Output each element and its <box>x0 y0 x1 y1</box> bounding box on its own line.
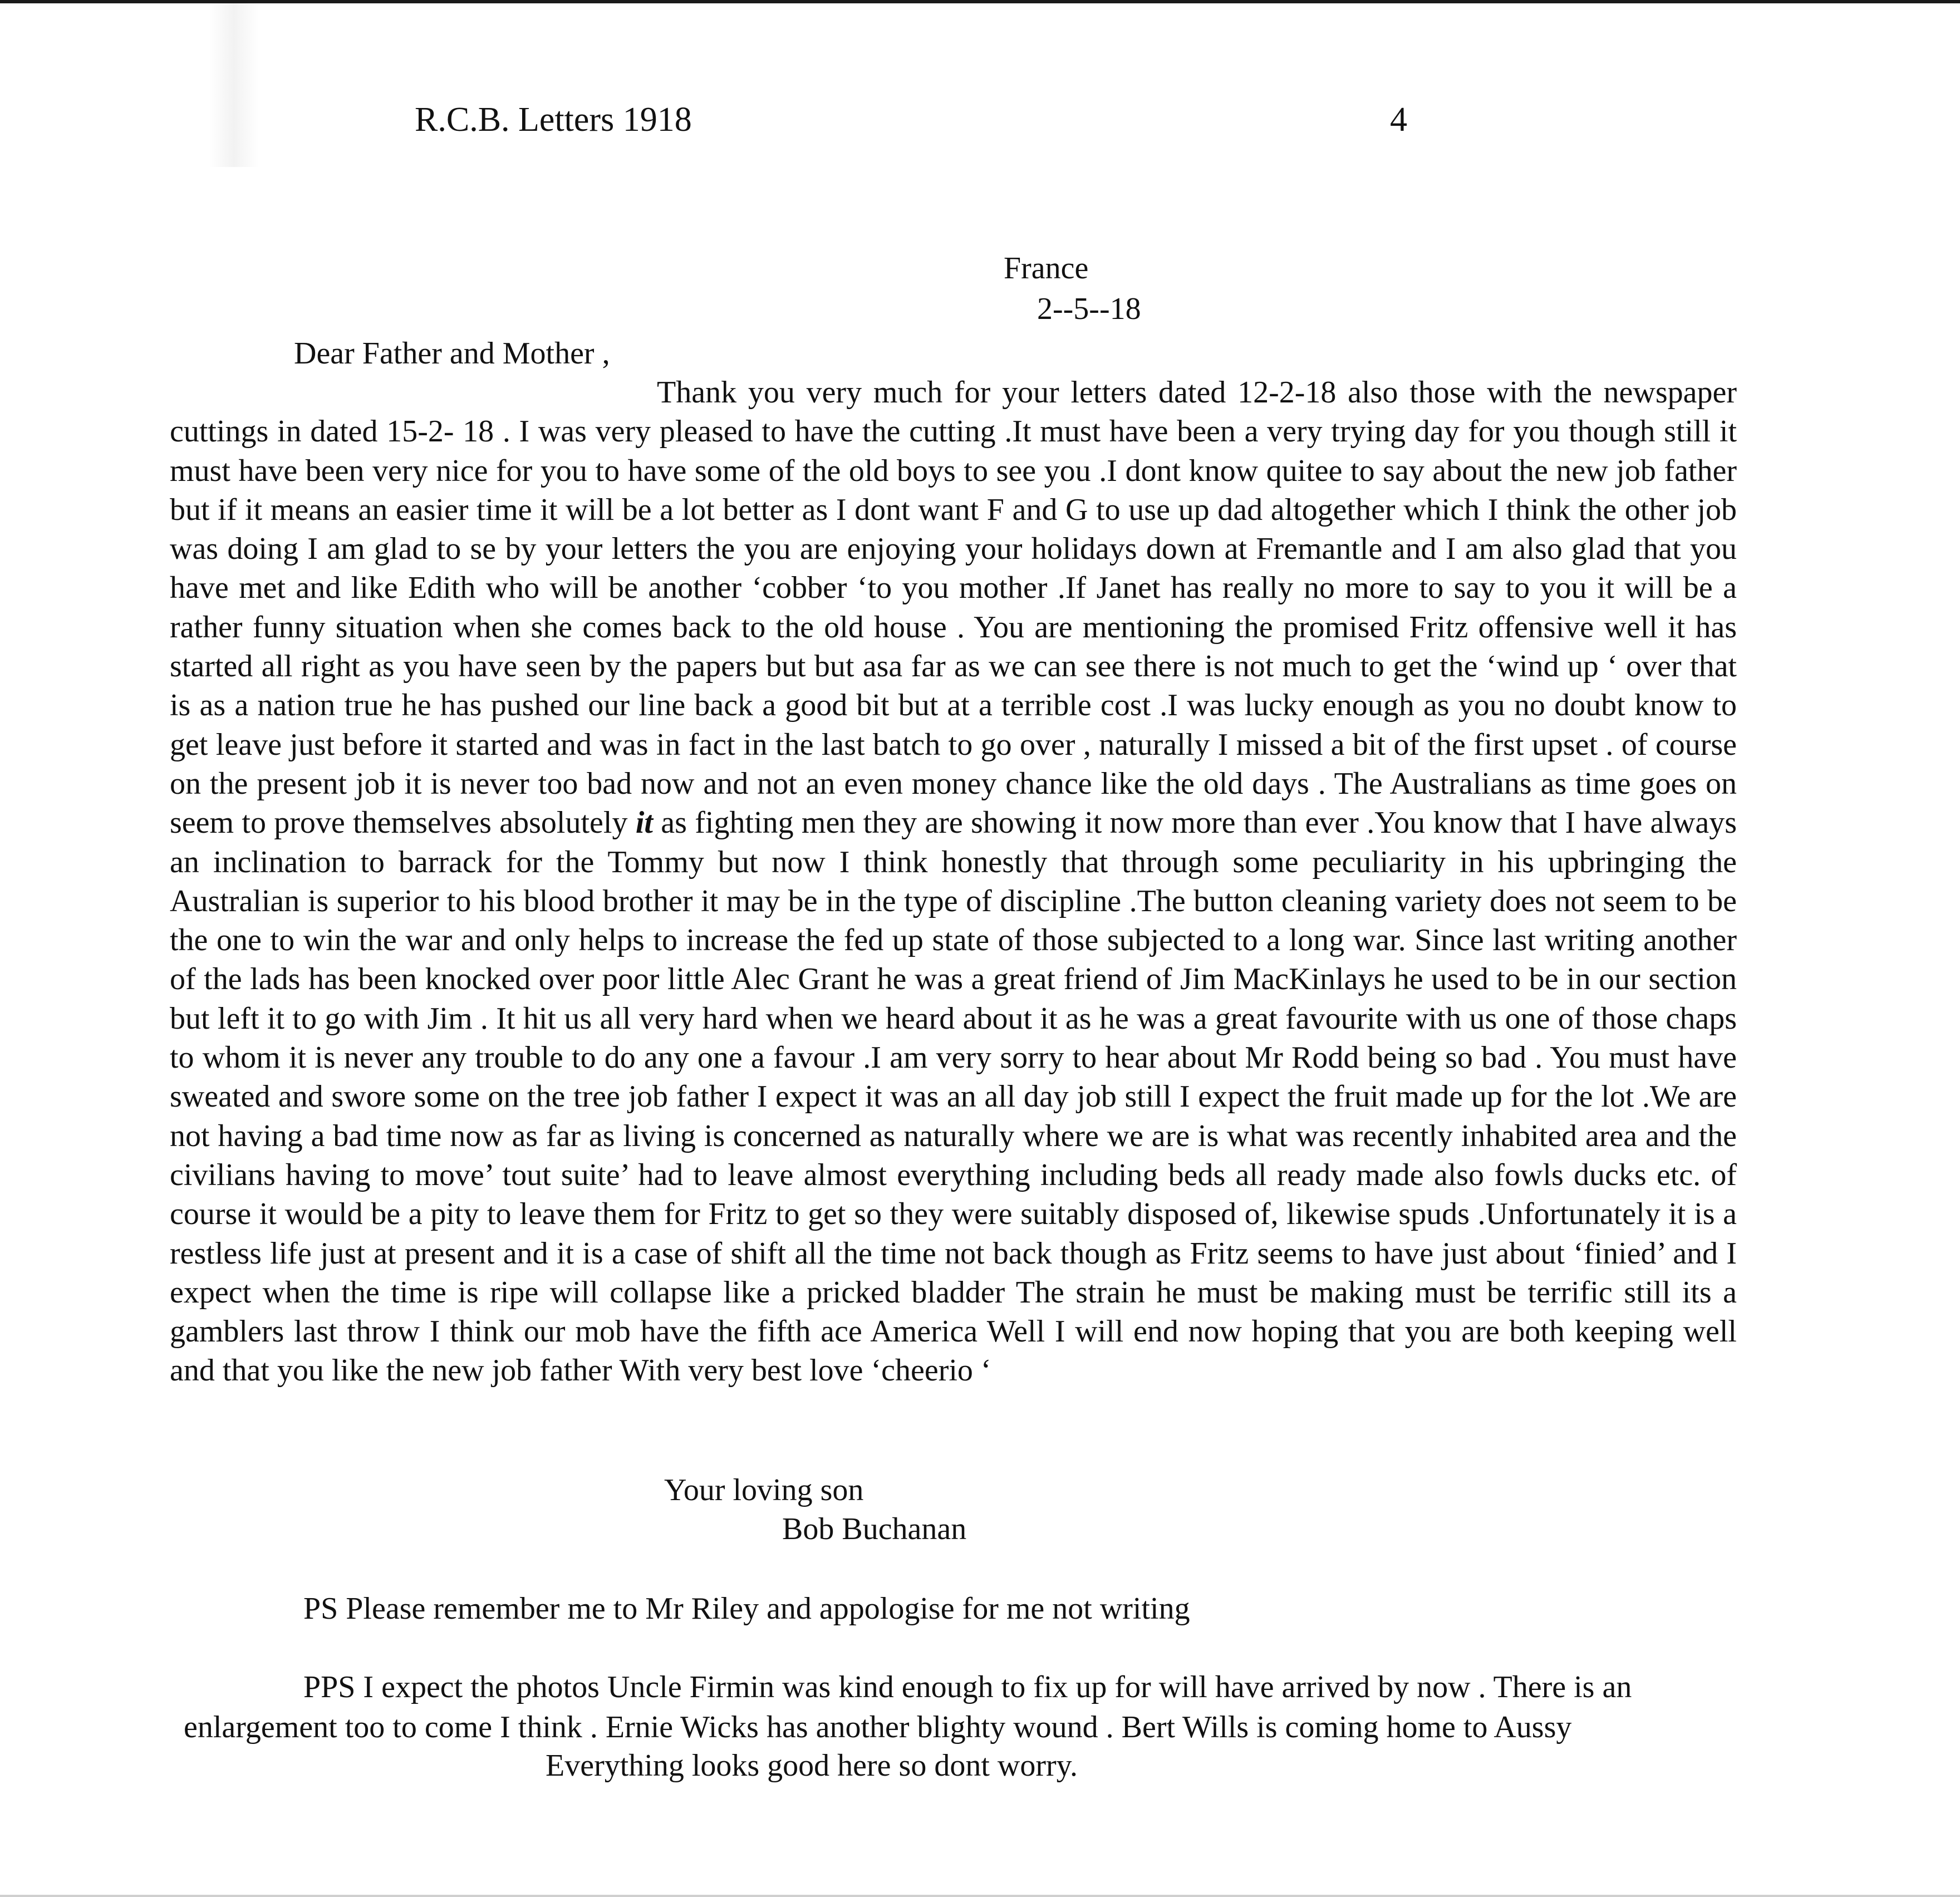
letter-body-emphasis: it <box>635 805 653 841</box>
letter-signature: Bob Buchanan <box>782 1512 967 1546</box>
letter-closing: Your loving son <box>664 1473 864 1507</box>
page-number: 4 <box>1390 101 1407 139</box>
letter-body-part-2: as fighting men they are showing it now more than ever .You know that I have always an inclination to barrack for the Tommy but now I think honestly that through some peculiarity in his upbringing the Australian is superior to his blood brother it may be in the type of discipline .The button cleaning variety does not seem to be the one to win the war and only helps to increase the fed up state of those subjected to a long war. Since last writing another of the lads has been knocked over poor little Alec Grant he was a great friend of Jim MacKinlays he used to be in our section but left it to go with Jim . It hit us all very hard when we heard about it as he was a great favourite with us one of those chaps to whom it is never any trouble to do any one a favour .I am very sorry to hear about Mr Rodd being so bad . You must have sweated and swore some on the tree job father I expect it was an all day job still I expect the fruit made up for the lot .We are not having a bad time now as far as living is concerned as naturally where we are is what was recently inhabited area and the civilians having to move’ tout suite’ had to leave almost everything including beds all ready made also fowls ducks etc. of course it would be a pity to leave them for Fritz to get so they were suitably disposed of, likewise spuds .Unfortunately it is a restless life just at present and it is a case of shift all the time not back though as Fritz seems to have just about ‘finied’ and I expect when the time is ripe will collapse like a pricked bladder The strain he must be making must be terrific still its a gamblers last throw I think our mob have the fifth ace America Well I will end now hoping that you are both keeping well and that you like the new job father With very best love ‘cheerio ‘ <box>170 805 1737 1388</box>
letter-date: 2--5--18 <box>1037 292 1141 326</box>
scan-edge-top <box>0 0 1960 3</box>
letter-postscript: PS Please remember me to Mr Riley and appologise for me not writing <box>303 1591 1190 1626</box>
letter-body-part-1: Thank you very much for your letters dated 12-2-18 also those with the newspaper cuttings in dated 15-2- 18 . I was very pleased to have the cutting .It must have been a very trying day for you though still it must have been very nice for you to have some of the old boys to see you .I dont know quitee to say about the new job father but if it means an easier time it will be a lot better as I dont want F and G to use up dad altogether which I think the other job was doing I am glad to se by your letters the you are enjoying your holidays down at Fremantle and I am also glad that you have met and like Edith who will be another ‘cobber ‘to you mother .If Janet has really no more to say to you it will be a rather funny situation when she comes back to the old house . You are mentioning the promised Fritz offensive well it has started all right as you have seen by the papers but but asa far as we can see there is not much to get the ‘wind up ‘ over that is as a nation true he has pushed our line back a good bit but at a terrible cost .I was lucky enough as you no doubt know to get leave just before it started and was in fact in the last batch to go over , naturally I missed a bit of the first upset . of course on the present job it is never too bad now and not an even money chance like the old days . The Australians as time goes on seem to prove themselves absolutely <box>170 375 1737 841</box>
page-header-title: R.C.B. Letters 1918 <box>415 101 692 139</box>
scan-edge-bottom <box>0 1895 1960 1897</box>
letter-place: France <box>1004 251 1089 286</box>
letter-salutation: Dear Father and Mother , <box>294 336 610 371</box>
letter-post-postscript: PPS I expect the photos Uncle Firmin was kind enough to fix up for will have arrived by now . There is an enlargement too to come I think . Ernie Wicks has another blighty wound . Bert Wills is coming home to Aussy <box>184 1670 1632 1744</box>
letter-final-line: Everything looks good here so dont worry. <box>546 1748 1078 1783</box>
scan-smudge <box>209 0 259 167</box>
letter-body <box>170 373 1737 1390</box>
